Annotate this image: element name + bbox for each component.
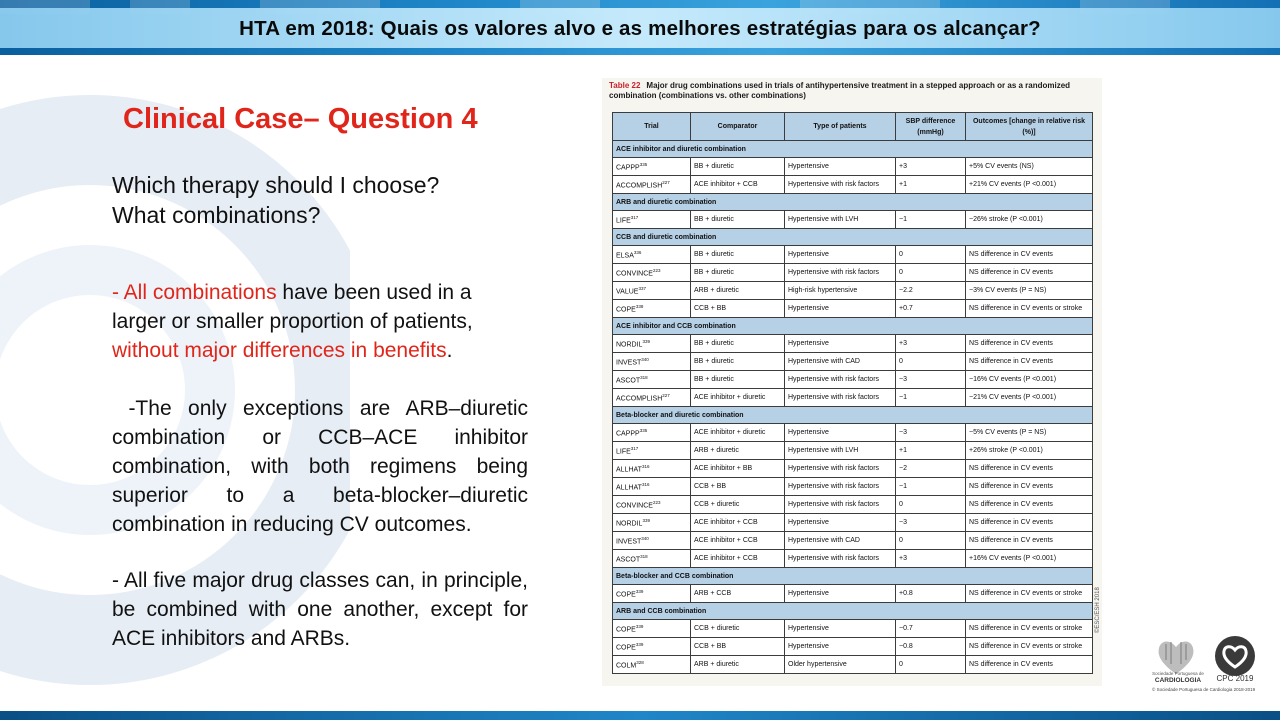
comparator-cell: CCB + BB [691,478,785,496]
trial-cell [613,442,691,460]
patients-cell: Hypertensive [785,300,896,318]
table-row [613,460,1093,478]
table-row [613,211,1093,229]
patients-cell: Hypertensive [785,514,896,532]
outcome-cell: +5% CV events (NS) [966,158,1093,176]
trial-cell [613,478,691,496]
patients-cell: Hypertensive with risk factors [785,371,896,389]
patients-cell: Hypertensive with risk factors [785,460,896,478]
trial-cell [613,389,691,407]
sbp-cell: −2.2 [896,282,966,300]
patients-cell: Hypertensive [785,158,896,176]
reference-number: 336 [633,249,642,255]
sbp-cell: +0.7 [896,300,966,318]
sbp-cell: −2 [896,460,966,478]
table-frame [612,112,1092,674]
patients-cell: Hypertensive [785,620,896,638]
trial-name: VALUE [616,288,639,296]
patients-cell: Hypertensive with risk factors [785,176,896,194]
reference-number: 317 [630,214,639,220]
reference-number: 339 [642,338,650,344]
reference-number: 340 [641,535,649,541]
sbp-cell: 0 [896,264,966,282]
trial-name: LIFE [616,217,631,225]
outcome-cell: NS difference in CV events [966,246,1093,264]
reference-number: 227 [662,392,670,398]
outcome-cell: −26% stroke (P <0.001) [966,211,1093,229]
reference-number: 328 [636,659,644,665]
outcome-cell: NS difference in CV events [966,264,1093,282]
table-group-row [613,407,1093,424]
comparator-cell: BB + diuretic [691,353,785,371]
trial-name: COLM [616,662,637,670]
comparator-cell: ARB + diuretic [691,656,785,674]
sbp-cell: 0 [896,496,966,514]
patients-cell: Hypertensive [785,246,896,264]
trial-cell [613,424,691,442]
sbp-cell: +1 [896,176,966,194]
trial-name: CAPPP [616,430,640,438]
trial-cell [613,158,691,176]
highlight-text: - All combinations [112,281,277,304]
outcome-cell: +16% CV events (P <0.001) [966,550,1093,568]
spc-label-big: CARDIOLOGIA [1154,677,1202,684]
table-row [613,371,1093,389]
table-panel [602,78,1102,686]
table-caption [609,81,1099,101]
question-line-1: Which therapy should I choose? [112,172,440,198]
outcome-cell: NS difference in CV events [966,353,1093,371]
outcome-cell: −5% CV events (P = NS) [966,424,1093,442]
reference-number: 339 [635,623,644,629]
group-title: ARB and CCB combination [613,603,1093,620]
comparator-cell: BB + diuretic [691,264,785,282]
outcome-cell: NS difference in CV events [966,656,1093,674]
outcome-cell: NS difference in CV events or stroke [966,585,1093,603]
reference-number: 318 [640,374,648,380]
table-group-row [613,229,1093,246]
question-line-2: What combinations? [112,202,321,228]
patients-cell: Hypertensive with risk factors [785,478,896,496]
table-row [613,300,1093,318]
comparator-cell: CCB + diuretic [691,620,785,638]
outcome-cell: NS difference in CV events or stroke [966,620,1093,638]
column-header: Outcomes [change in relative risk (%)] [966,113,1093,141]
table-caption-text: Major drug combinations used in trials of antihypertensive treatment in a stepped approach or as a randomized combination (combinations vs. other combinations) [609,81,1071,100]
sbp-cell: 0 [896,532,966,550]
table-row [613,246,1093,264]
group-title: Beta-blocker and CCB combination [613,568,1093,585]
patients-cell: High-risk hypertensive [785,282,896,300]
reference-number: 335 [639,161,648,167]
sbp-cell: −0.8 [896,638,966,656]
trial-name: CAPPP [616,164,640,172]
reference-number: 223 [652,267,661,273]
patients-cell: Hypertensive with risk factors [785,496,896,514]
paragraph-drug-classes: - All five major drug classes can, in principle, be combined with one another, except for ACE inhibitors and ARBs. [112,569,528,650]
patients-cell: Older hypertensive [785,656,896,674]
reference-number: 335 [639,427,648,433]
outcome-cell: NS difference in CV events or stroke [966,638,1093,656]
reference-number: 339 [635,641,644,647]
table-row [613,550,1093,568]
outcome-cell: NS difference in CV events [966,460,1093,478]
comparator-cell: BB + diuretic [691,246,785,264]
column-header: SBP difference (mmHg) [896,113,966,141]
sbp-cell: +3 [896,335,966,353]
outcome-cell: NS difference in CV events [966,514,1093,532]
outcome-cell: NS difference in CV events or stroke [966,300,1093,318]
trial-name: ALLHAT [616,466,642,474]
column-header: Type of patients [785,113,896,141]
reference-number: 318 [640,553,648,559]
trial-name: COPE [616,644,636,652]
group-title: ACE inhibitor and diuretic combination [613,141,1093,158]
comparator-cell: ACE inhibitor + diuretic [691,424,785,442]
reference-number: 339 [635,588,644,594]
reference-number: 338 [635,303,644,309]
table-row [613,442,1093,460]
comparator-cell: BB + diuretic [691,371,785,389]
trial-cell [613,264,691,282]
sbp-cell: −3 [896,371,966,389]
patients-cell: Hypertensive with risk factors [785,550,896,568]
table-group-row [613,318,1093,335]
cpc-label: CPC 2019 [1216,674,1254,683]
patients-cell: Hypertensive with CAD [785,532,896,550]
reference-number: 227 [662,179,670,185]
trial-cell [613,176,691,194]
sbp-cell: 0 [896,656,966,674]
trial-cell [613,300,691,318]
comparator-cell: ACE inhibitor + CCB [691,550,785,568]
sbp-cell: +3 [896,158,966,176]
sbp-cell: −1 [896,478,966,496]
trial-name: ALLHAT [616,484,642,492]
table-row [613,282,1093,300]
group-title: Beta-blocker and diuretic combination [613,407,1093,424]
patients-cell: Hypertensive [785,424,896,442]
trial-name: ELSA [616,252,634,260]
highlight-text: without major differences in benefits [112,339,447,362]
trial-cell [613,460,691,478]
trial-cell [613,246,691,264]
table-row [613,532,1093,550]
sbp-cell: 0 [896,246,966,264]
table-row [613,638,1093,656]
trial-name: COPE [616,306,636,314]
table-group-row [613,603,1093,620]
sbp-cell: +0.8 [896,585,966,603]
outcome-cell: NS difference in CV events [966,496,1093,514]
table-group-row [613,141,1093,158]
reference-number: 317 [630,445,639,451]
trial-cell [613,620,691,638]
reference-number: 223 [652,499,661,505]
sbp-cell: +1 [896,442,966,460]
table-group-row [613,194,1093,211]
copyright-note: ©ESC/ESH 2018 [1095,587,1101,633]
comparator-cell: ACE inhibitor + BB [691,460,785,478]
outcome-cell: NS difference in CV events [966,532,1093,550]
paragraph-all-combinations [112,278,528,365]
comparator-cell: BB + diuretic [691,211,785,229]
trial-name: ASCOT [616,377,641,385]
patients-cell: Hypertensive with LVH [785,442,896,460]
comparator-cell: ACE inhibitor + diuretic [691,389,785,407]
sbp-cell: −0.7 [896,620,966,638]
outcome-cell: NS difference in CV events [966,335,1093,353]
comparator-cell: CCB + diuretic [691,496,785,514]
patients-cell: Hypertensive with risk factors [785,264,896,282]
outcome-cell: +21% CV events (P <0.001) [966,176,1093,194]
heart-icon [1215,636,1255,676]
reference-number: 339 [642,517,650,523]
drug-combinations-table [612,112,1093,674]
table-row [613,496,1093,514]
table-number: Table 22 [609,81,641,90]
comparator-cell: ARB + diuretic [691,282,785,300]
cpc-logo [1215,636,1255,676]
trial-name: INVEST [616,538,642,546]
sbp-cell: −3 [896,514,966,532]
patients-cell: Hypertensive [785,638,896,656]
table-row [613,514,1093,532]
comparator-cell: CCB + BB [691,300,785,318]
group-title: ACE inhibitor and CCB combination [613,318,1093,335]
table-row [613,264,1093,282]
sbp-cell: −1 [896,211,966,229]
trial-name: ACCOMPLISH [616,395,663,403]
comparator-cell: ACE inhibitor + CCB [691,176,785,194]
table-header-row [613,113,1093,141]
comparator-cell: ACE inhibitor + CCB [691,532,785,550]
table-row [613,585,1093,603]
reference-number: 337 [638,285,646,291]
trial-name: CONVINCE [616,502,653,510]
trial-cell [613,335,691,353]
trial-name: COPE [616,591,636,599]
comparator-cell: ARB + diuretic [691,442,785,460]
table-row [613,620,1093,638]
trial-cell [613,353,691,371]
paragraph-exceptions: -The only exceptions are ARB–diuretic combination or CCB–ACE inhibitor combination, with both regimens being superior to a beta-blocker–diuretic combination in reducing CV outcomes. [112,397,534,536]
trial-cell [613,514,691,532]
patients-cell: Hypertensive with CAD [785,353,896,371]
trial-cell [613,656,691,674]
comparator-cell: ARB + CCB [691,585,785,603]
trial-cell [613,638,691,656]
trial-name: NORDIL [616,520,643,528]
trial-name: NORDIL [616,341,643,349]
trial-name: ASCOT [616,556,641,564]
table-row [613,389,1093,407]
table-row [613,424,1093,442]
trial-name: INVEST [616,359,642,367]
patients-cell: Hypertensive with risk factors [785,389,896,407]
outcome-cell: −3% CV events (P = NS) [966,282,1093,300]
column-header: Trial [613,113,691,141]
outcome-cell: −16% CV events (P <0.001) [966,371,1093,389]
outcome-cell: NS difference in CV events [966,478,1093,496]
comparator-cell: CCB + BB [691,638,785,656]
comparator-cell: BB + diuretic [691,158,785,176]
trial-cell [613,496,691,514]
group-title: CCB and diuretic combination [613,229,1093,246]
question-text [112,170,439,230]
spc-label-small: Sociedade Portuguesa de [1152,671,1204,676]
footer-note: © Sociedade Portuguesa de Cardiologia 2018-2019 [1152,687,1256,692]
trial-cell [613,532,691,550]
trial-cell [613,550,691,568]
table-row [613,158,1093,176]
sbp-cell: −3 [896,424,966,442]
trial-name: ACCOMPLISH [616,182,663,190]
table-row [613,335,1093,353]
trial-cell [613,371,691,389]
table-row [613,176,1093,194]
comparator-cell: ACE inhibitor + CCB [691,514,785,532]
reference-number: 316 [641,481,650,487]
table-row [613,656,1093,674]
patients-cell: Hypertensive [785,335,896,353]
case-title: Clinical Case– Question 4 [123,103,478,135]
slide-title: HTA em 2018: Quais os valores alvo e as melhores estratégias para os alcançar? [239,17,1041,40]
sbp-cell: +3 [896,550,966,568]
group-title: ARB and diuretic combination [613,194,1093,211]
table-row [613,353,1093,371]
trial-cell [613,211,691,229]
column-header: Comparator [691,113,785,141]
table-row [613,478,1093,496]
sbp-cell: 0 [896,353,966,371]
trial-cell [613,282,691,300]
trial-cell [613,585,691,603]
table-group-row [613,568,1093,585]
spc-logo-text [1150,670,1206,684]
paragraph-text: have been used in a larger or smaller proportion of patients, [112,281,473,333]
outcome-cell: −21% CV events (P <0.001) [966,389,1093,407]
footer-band [0,711,1280,720]
sbp-cell: −1 [896,389,966,407]
patients-cell: Hypertensive [785,585,896,603]
trial-name: COPE [616,626,636,634]
table-body [613,141,1093,674]
trial-name: LIFE [616,448,631,456]
trial-name: CONVINCE [616,270,653,278]
patients-cell: Hypertensive with LVH [785,211,896,229]
outcome-cell: +26% stroke (P <0.001) [966,442,1093,460]
reference-number: 340 [641,356,649,362]
reference-number: 316 [641,463,650,469]
paragraph-text: . [446,339,453,362]
comparator-cell: BB + diuretic [691,335,785,353]
